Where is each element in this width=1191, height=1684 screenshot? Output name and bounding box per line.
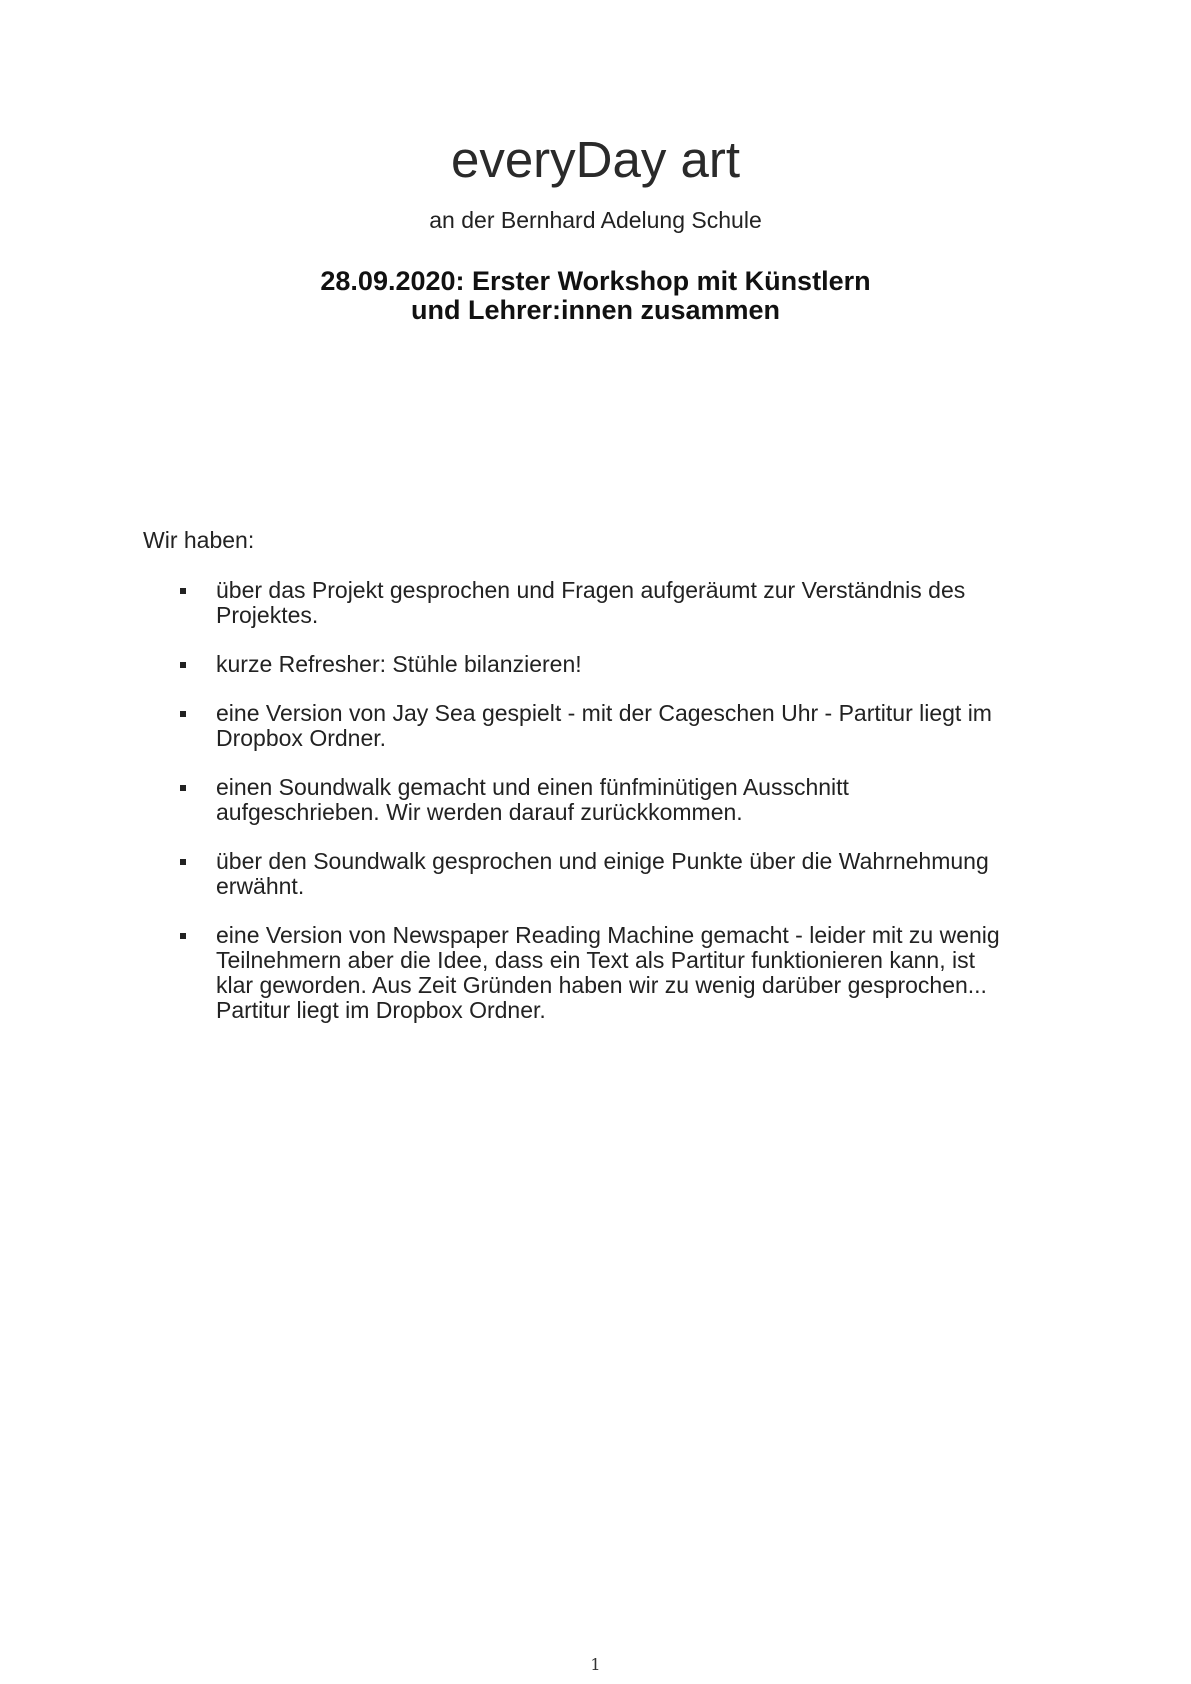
list-item (180, 701, 1060, 751)
list-item-line: Dropbox Ordner. (216, 725, 387, 751)
list-item-line: eine Version von Newspaper Reading Machine gemacht - leider mit zu wenig (216, 922, 1000, 948)
heading-line: 28.09.2020: Erster Workshop mit Künstlern (320, 266, 871, 296)
document-title: everyDay art (450, 131, 741, 188)
list-item-line: eine Version von Jay Sea gespielt - mit der Cageschen Uhr - Partitur liegt im (216, 700, 992, 726)
intro-text: Wir haben: (143, 527, 255, 553)
list-item-line: einen Soundwalk gemacht und einen fünfminütigen Ausschnitt (216, 774, 849, 800)
list-item-line: über den Soundwalk gesprochen und einige Punkte über die Wahrnehmung (216, 848, 989, 874)
bullet-marker (180, 785, 186, 791)
bullet-marker (180, 662, 186, 668)
list-item-line: aufgeschrieben. Wir werden darauf zurückkommen. (216, 799, 743, 825)
heading-line: und Lehrer:innen zusammen (410, 295, 781, 325)
list-item (180, 849, 1060, 899)
list-item (180, 775, 1060, 825)
activity-list (180, 578, 1060, 1047)
list-item-line: Teilnehmern aber die Idee, dass ein Text als Partitur funktionieren kann, ist (216, 947, 975, 973)
list-item-line: klar geworden. Aus Zeit Gründen haben wir zu wenig darüber gesprochen... (216, 972, 987, 998)
list-item (180, 923, 1060, 1023)
list-item (180, 578, 1060, 628)
bullet-marker (180, 588, 186, 594)
list-item (180, 652, 1060, 677)
list-item-line: Partitur liegt im Dropbox Ordner. (216, 997, 546, 1023)
list-item-line: erwähnt. (216, 873, 305, 899)
bullet-marker (180, 711, 186, 717)
bullet-marker (180, 859, 186, 865)
page-number: 1 (590, 1655, 601, 1674)
list-item-line: Projektes. (216, 602, 319, 628)
document-subtitle: an der Bernhard Adelung Schule (429, 207, 762, 233)
list-item-line: kurze Refresher: Stühle bilanzieren! (216, 651, 582, 677)
list-item-line: über das Projekt gesprochen und Fragen aufgeräumt zur Verständnis des (216, 577, 966, 603)
bullet-marker (180, 933, 186, 939)
workshop-heading (0, 267, 1191, 325)
